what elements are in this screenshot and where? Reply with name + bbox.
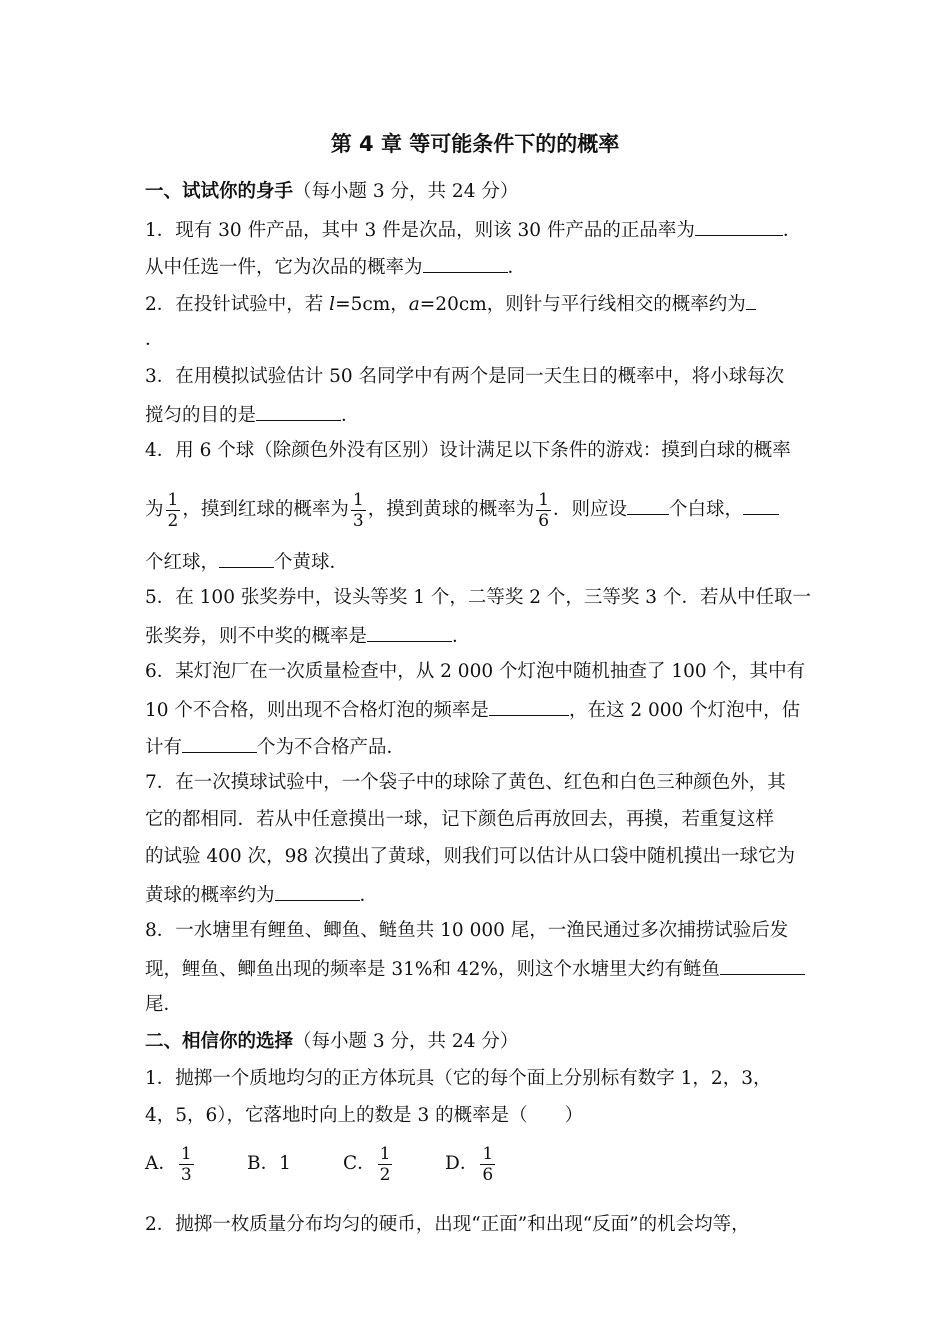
s2q1-line-1: 1．抛掷一个质地均匀的正方体玩具（它的每个面上分别标有数字 1，2，3， <box>145 1068 772 1089</box>
page-title: 第 4 章 等可能条件下的的概率 <box>330 132 620 156</box>
answer-blank[interactable] <box>423 254 508 273</box>
fraction: $\frac{1}{6}$ <box>538 489 550 531</box>
answer-blank[interactable] <box>695 217 783 236</box>
q8-line-1: 8．一水塘里有鲤鱼、鲫鱼、鲢鱼共 10 000 尾，一渔民通过多次捕捞试验后发 <box>145 920 789 941</box>
q7-line-1: 7．在一次摸球试验中，一个袋子中的球除了黄色、红色和白色三种颜色外，其 <box>145 772 786 793</box>
section-2-title: 二、相信你的选择 <box>145 1031 294 1052</box>
q2-line-2: ． <box>145 329 164 350</box>
q7-line-4: 黄球的概率约为 ． <box>145 882 815 908</box>
q6-line-3: 计有 个为不合格产品． <box>145 734 815 760</box>
fraction: $\frac{1}{3}$ <box>180 1143 192 1185</box>
q3-line-2: 搅匀的目的是 ． <box>145 402 815 428</box>
option-a[interactable]: A． $\frac{1}{3}$ <box>145 1143 192 1185</box>
q6-line-2: 10 个不合格，则出现不合格灯泡的频率是 ，在这 2 000 个灯泡中，估 <box>145 697 815 723</box>
section-2-heading <box>145 1030 815 1054</box>
q1-line-2: 从中任选一件，它为次品的概率为 ． <box>145 254 815 280</box>
section-1-note: （每小题 3 分，共 24 分） <box>293 181 519 202</box>
q8-line-3: 尾． <box>145 994 183 1015</box>
answer-blank[interactable] <box>256 402 341 421</box>
answer-blank[interactable] <box>627 496 669 515</box>
s2q1-line-2: 4，5，6），它落地时向上的数是 3 的概率是（ ） <box>145 1105 584 1126</box>
q7-line-2: 它的都相同．若从中任意摸出一球，记下颜色后再放回去，再摸，若重复这样 <box>145 809 775 830</box>
q4-line-2: 为 $\frac{1}{2}$ ，摸到红球的概率为 $\frac{1}{3}$ ，摸到黄球的概率为 $\frac{1}{6}$ ．则应设 个白球， <box>145 486 815 534</box>
q1-line-1: 1．现有 30 件产品，其中 3 件是次品，则该 30 件产品的正品率为 ． <box>145 217 815 243</box>
q8-line-2: 现，鲤鱼、鲫鱼出现的频率是 31%和 42%，则这个水塘里大约有鲢鱼 <box>145 956 815 982</box>
option-d[interactable]: D． $\frac{1}{6}$ <box>445 1143 494 1185</box>
q5-line-1: 5．在 100 张奖券中，设头等奖 1 个，二等奖 2 个，三等奖 3 个．若从中任取一 <box>145 587 811 608</box>
q6-line-1: 6．某灯泡厂在一次质量检查中，从 2 000 个灯泡中随机抽查了 100 个，其中有 <box>145 661 806 682</box>
answer-blank[interactable] <box>219 549 274 568</box>
section-2-note: （每小题 3 分，共 24 分） <box>293 1031 519 1052</box>
option-c[interactable]: C． $\frac{1}{2}$ <box>343 1143 391 1185</box>
q4-line-3: 个红球， 个黄球． <box>145 549 815 575</box>
section-1-heading <box>145 180 815 204</box>
q7-line-3: 的试验 400 次，98 次摸出了黄球，则我们可以估计从口袋中随机摸出一球它为 <box>145 846 795 867</box>
option-b[interactable]: B．1 <box>247 1153 291 1174</box>
section-1-title: 一、试试你的身手 <box>145 181 294 202</box>
q3-line-1: 3．在用模拟试验估计 50 名同学中有两个是同一天生日的概率中，将小球每次 <box>145 366 785 387</box>
s2q2-line-1: 2．抛掷一枚质量分布均匀的硬币，出现“正面”和出现“反面”的机会均等， <box>145 1214 750 1235</box>
q2-line-1: 2．在投针试验中，若 l=5cm，a=20cm，则针与平行线相交的概率约为 <box>145 291 815 317</box>
fraction: $\frac{1}{6}$ <box>482 1143 494 1185</box>
s2q1-options <box>145 1140 815 1188</box>
answer-blank[interactable] <box>720 956 805 975</box>
fraction: $\frac{1}{2}$ <box>167 489 179 531</box>
q5-line-2: 张奖券，则不中奖的概率是 ． <box>145 623 815 649</box>
q4-line-1: 4．用 6 个球（除颜色外没有区别）设计满足以下条件的游戏：摸到白球的概率 <box>145 440 791 461</box>
answer-blank[interactable] <box>743 496 779 515</box>
answer-blank[interactable] <box>275 882 360 901</box>
answer-blank[interactable] <box>182 734 257 753</box>
answer-blank[interactable] <box>489 697 569 716</box>
fraction: $\frac{1}{2}$ <box>379 1143 391 1185</box>
fraction: $\frac{1}{3}$ <box>352 489 364 531</box>
answer-blank[interactable] <box>746 291 756 310</box>
answer-blank[interactable] <box>367 623 452 642</box>
